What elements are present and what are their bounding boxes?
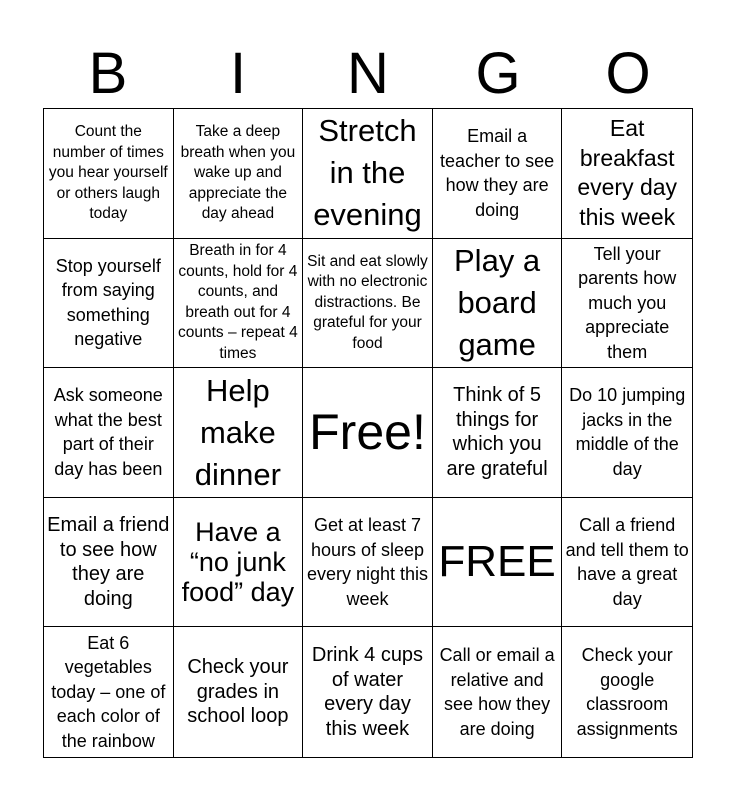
bingo-cell-text: Count the number of times you hear yourself or others laugh today (48, 123, 168, 223)
bingo-cell-b3[interactable] (44, 368, 174, 498)
bingo-cell-text: Ask someone what the best part of their day has been (53, 385, 163, 479)
bingo-cell-g5[interactable] (433, 627, 563, 757)
bingo-cell-text: Think of 5 things for which you are grateful (446, 384, 548, 480)
bingo-cell-n3[interactable] (303, 368, 433, 498)
bingo-cell-text: Help make dinner (194, 372, 281, 492)
bingo-cell-g2[interactable] (433, 239, 563, 369)
bingo-cell-n2[interactable] (303, 239, 433, 369)
bingo-cell-text: FREE (438, 537, 556, 587)
bingo-cell-text: Breath in for 4 counts, hold for 4 counts, and breath out for 4 counts – repeat 4 times (178, 242, 298, 362)
bingo-cell-i1[interactable] (174, 109, 304, 239)
bingo-cell-o5[interactable] (562, 627, 692, 757)
bingo-cell-i2[interactable] (174, 239, 304, 369)
bingo-cell-b2[interactable] (44, 239, 174, 369)
bingo-cell-text: Check your grades in school loop (187, 656, 289, 728)
bingo-cell-o1[interactable] (562, 109, 692, 239)
bingo-cell-g1[interactable] (433, 109, 563, 239)
bingo-cell-text: Call or email a relative and see how they are doing (439, 645, 555, 739)
bingo-cell-text: Eat breakfast every day this week (577, 115, 678, 230)
bingo-cell-n1[interactable] (303, 109, 433, 239)
bingo-cell-o4[interactable] (562, 498, 692, 628)
bingo-cell-text: Play a board game (454, 242, 541, 362)
bingo-cell-text: Stretch in the evening (313, 113, 422, 233)
header-letter-o: O (605, 41, 651, 106)
bingo-cell-n4[interactable] (303, 498, 433, 628)
bingo-cell-i5[interactable] (174, 627, 304, 757)
bingo-cell-text: Stop yourself from saying something negative (55, 255, 161, 350)
bingo-cell-text: Email a friend to see how they are doing (47, 514, 170, 610)
bingo-cell-g3[interactable] (433, 368, 563, 498)
bingo-cell-text: Get at least 7 hours of sleep every night this week (306, 515, 429, 609)
bingo-cell-n5[interactable] (303, 627, 433, 757)
header-letter-n: N (347, 41, 389, 106)
header-letter-b: B (88, 41, 128, 106)
bingo-cell-b1[interactable] (44, 109, 174, 239)
bingo-cell-g4[interactable] (433, 498, 563, 628)
bingo-cell-text: Call a friend and tell them to have a great day (565, 515, 689, 609)
bingo-grid (43, 108, 693, 758)
bingo-cell-o2[interactable] (562, 239, 692, 369)
header-letter-g: G (475, 41, 521, 106)
bingo-cell-text: Eat 6 vegetables today – one of each color of the rainbow (51, 632, 166, 751)
bingo-cell-text: Have a “no junk food” day (181, 517, 295, 608)
bingo-cell-text: Drink 4 cups of water every day this week (311, 644, 424, 740)
bingo-header (43, 40, 693, 108)
bingo-cell-text: Take a deep breath when you wake up and appreciate the day ahead (180, 123, 296, 223)
bingo-cell-text: Check your google classroom assignments (576, 645, 678, 739)
bingo-cell-text: Do 10 jumping jacks in the middle of the day (569, 385, 686, 479)
bingo-cell-b5[interactable] (44, 627, 174, 757)
bingo-cell-text: Tell your parents how much you appreciate them (578, 243, 677, 362)
bingo-cell-i3[interactable] (174, 368, 304, 498)
bingo-cell-b4[interactable] (44, 498, 174, 628)
bingo-cell-i4[interactable] (174, 498, 304, 628)
bingo-cell-o3[interactable] (562, 368, 692, 498)
bingo-cell-text: Sit and eat slowly with no electronic distractions. Be grateful for your food (307, 252, 428, 352)
bingo-cell-text: Email a teacher to see how they are doing (440, 126, 555, 220)
header-letter-i: I (229, 41, 247, 106)
bingo-cell-text: Free! (309, 404, 426, 461)
